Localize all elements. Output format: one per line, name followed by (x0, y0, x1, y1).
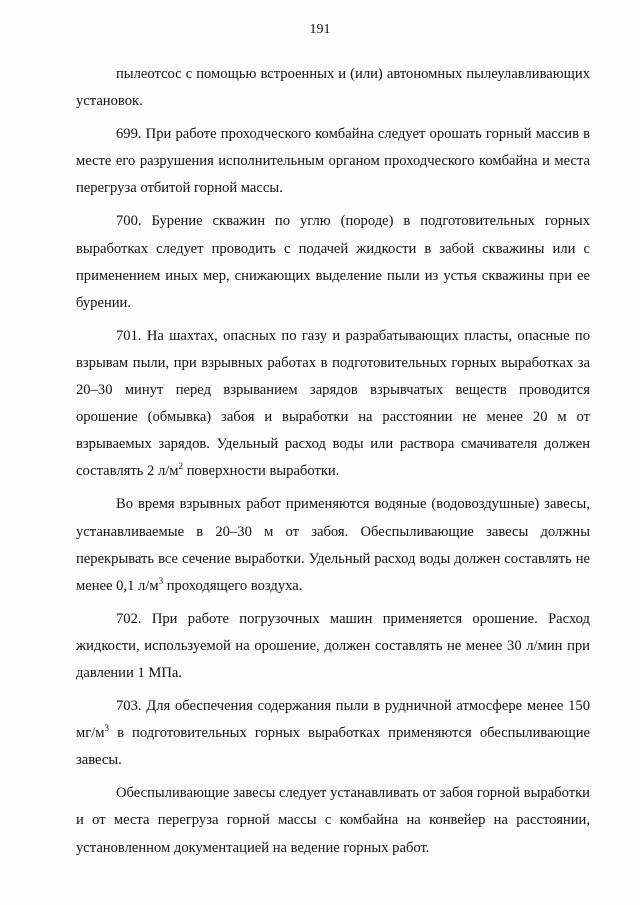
page-number: 191 (309, 22, 331, 37)
paragraph-699: 699. При работе проходческого комбайна следует орошать горный массив в месте его разрушения исполнительным органом проходческого комбайна и места перегруза отбитой горной массы. (76, 126, 590, 197)
paragraph-701-text: 701. На шахтах, опасных по газу и разрабатывающих пласты, опасные по взрывам пыли, при взрывных работах в подготовительных горных выработках за 20–30 минут перед взрыванием зарядов взрывчатых веществ проводится орошение (обмывка) забоя и выработки на расстоянии не менее 20 м от взрываемых зарядов. Удельный расход воды или раствора смачивателя должен составлять 2 л/м (76, 327, 590, 480)
paragraph-701 (76, 323, 590, 486)
superscript-cubic: 3 (104, 723, 110, 734)
paragraph-continuation: пылеотсос с помощью встроенных и (или) автономных пылеулавливающих установок. (76, 66, 590, 110)
paragraph-701-curtains (76, 491, 590, 599)
paragraph-702: 702. При работе погрузочных машин применяется орошение. Расход жидкости, используемой на орошение, должен составлять не менее 30 л/мин при давлении 1 МПа. (76, 610, 590, 681)
paragraph-703-text: 703. Для обеспечения содержания пыли в рудничной атмосфере менее 150 мг/м (76, 698, 590, 742)
paragraph-701-curtains-tail: проходящего воздуха. (163, 577, 303, 594)
paragraph-700: 700. Бурение скважин по углю (породе) в подготовительных горных выработках следует проводить с подачей жидкости в забой скважины или с применением иных мер, снижающих выделение пыли из устья скважины при ее бурении. (76, 213, 590, 311)
paragraph-703 (76, 693, 590, 774)
superscript-square: 2 (178, 461, 184, 472)
superscript-cubic: 3 (158, 575, 164, 586)
paragraph-703-curtains: Обеспыливающие завесы следует устанавливать от забоя горной выработки и от места перегруза горной массы с комбайна на конвейер на расстоянии, установленном документацией на ведение горных работ. (76, 785, 590, 856)
paragraph-701-tail: поверхности выработки. (183, 463, 340, 480)
document-body (76, 61, 590, 862)
paragraph-703-tail: в подготовительных горных выработках применяются обеспыливающие завесы. (76, 725, 590, 769)
paragraph-701-curtains-text: Во время взрывных работ применяются водяные (водовоздушные) завесы, устанавливаемые в 20–30 м от забоя. Обеспыливающие завесы должны перекрывать все сечение выработки. Удельный расход воды должен составлять не менее 0,1 л/м (76, 496, 590, 594)
